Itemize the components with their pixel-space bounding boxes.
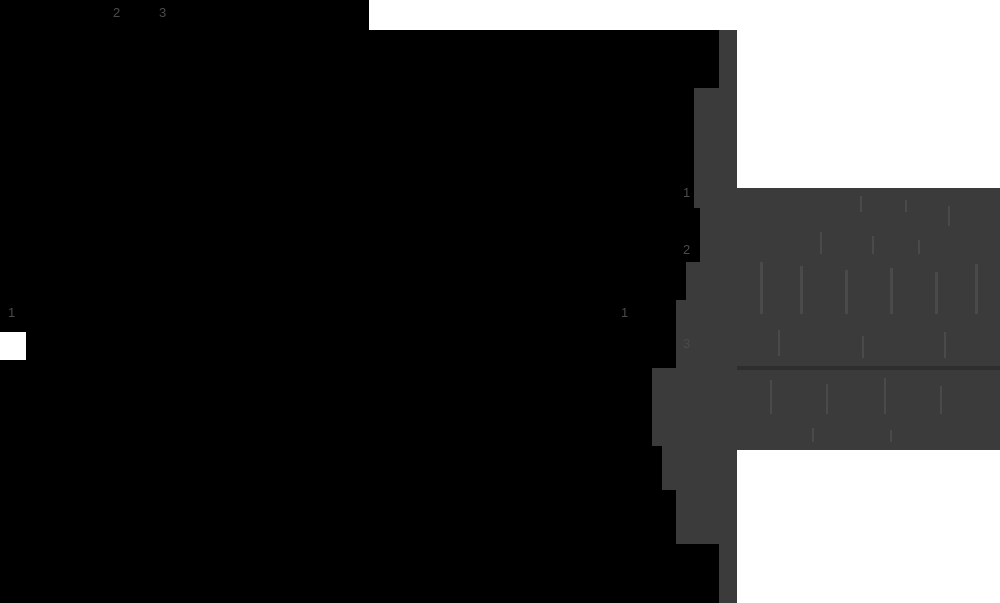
texture-stroke: [890, 268, 893, 314]
texture-stroke: [770, 380, 772, 414]
column-label-3: 3: [159, 5, 167, 20]
texture-stroke: [935, 272, 938, 314]
texture-stroke: [918, 240, 920, 254]
texture-stroke: [845, 270, 848, 314]
texture-stroke: [760, 262, 763, 314]
edge-segment: [704, 544, 720, 603]
left-pane-notch: [0, 332, 26, 360]
center-label-3: 3: [683, 336, 691, 351]
texture-stroke: [975, 264, 978, 314]
texture-stroke: [905, 200, 907, 212]
panel-separator: [737, 366, 1000, 370]
texture-stroke: [820, 232, 822, 254]
center-dark-pane[interactable]: [369, 30, 719, 603]
texture-stroke: [890, 430, 892, 442]
texture-stroke: [826, 384, 828, 414]
texture-stroke: [860, 196, 862, 212]
left-dark-pane[interactable]: [0, 0, 369, 603]
texture-stroke: [948, 206, 950, 226]
column-label-2: 2: [113, 5, 121, 20]
texture-stroke: [778, 330, 780, 356]
texture-stroke: [940, 386, 942, 414]
center-label-1: 1: [683, 185, 691, 200]
edge-blob: [694, 88, 720, 208]
edge-blob: [700, 208, 722, 268]
row-label-1: 1: [8, 305, 16, 320]
texture-stroke: [812, 428, 814, 442]
texture-stroke: [884, 378, 886, 414]
texture-stroke: [944, 332, 946, 358]
texture-stroke: [862, 336, 864, 358]
middle-label-1: 1: [621, 305, 629, 320]
center-label-2: 2: [683, 242, 691, 257]
edge-blob: [676, 474, 720, 544]
texture-stroke: [800, 266, 803, 314]
edge-blob: [676, 300, 722, 370]
texture-stroke: [872, 236, 874, 254]
right-grey-panel[interactable]: [737, 188, 1000, 450]
